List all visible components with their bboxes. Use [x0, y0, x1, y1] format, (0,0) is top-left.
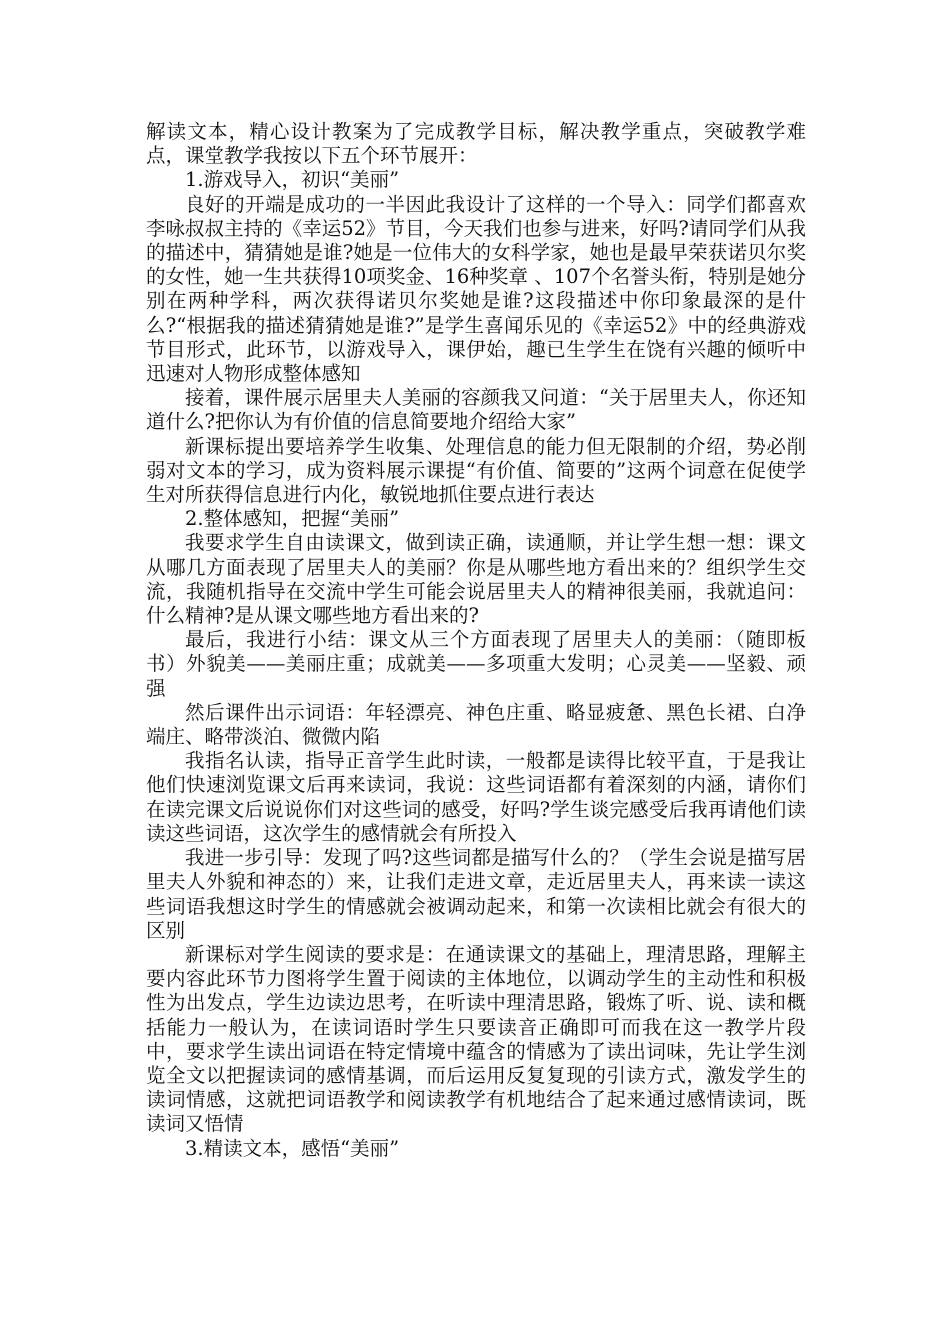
- paragraph: 然后课件出示词语：年轻漂亮、神色庄重、略显疲惫、黑色长裙、白净端庄、略带淡泊、微微内陷: [146, 700, 806, 749]
- section-heading-1: 1.游戏导入，初识“美丽”: [185, 168, 400, 192]
- paragraph: 良好的开端是成功的一半因此我设计了这样的一个导入：同学们都喜欢李咏叔叔主持的《幸运52》节目，今天我们也参与进来，好吗?请同学们从我的描述中，猜猜她是谁?她是一位伟大的女科学家，她也是最早荣获诺贝尔奖的女性，她一生共获得10项奖金、16种奖章 、107个名誉头衔，特别是她分别在两种学科，两次获得诺贝尔奖她是谁?这段描述中你印象最深的是什么?“根据我的描述猜猜她是谁?”是学生喜闻乐见的《幸运52》中的经典游戏节目形式，此环节，以游戏导入，课伊始，趣已生学生在饶有兴趣的倾听中迅速对人物形成整体感知: [146, 192, 806, 386]
- paragraph: 新课标对学生阅读的要求是：在通读课文的基础上，理清思路，理解主要内容此环节力图将学生置于阅读的主体地位，以调动学生的主动性和积极性为出发点，学生边读边思考，在听读中理清思路，锻炼了听、说、读和概括能力一般认为，在读词语时学生只要读音正确即可而我在这一教学片段中，要求学生读出词语在特定情境中蕴含的情感为了读出词味，先让学生浏览全文以把握读词的感情基调，而后运用反复复现的引读方式，激发学生的读词情感，这就把词语教学和阅读教学有机地结合了起来通过感情读词，既读词又悟情: [146, 942, 806, 1136]
- paragraph: 我进一步引导：发现了吗?这些词都是描写什么的？（学生会说是描写居里夫人外貌和神态的）来，让我们走进文章，走近居里夫人，再来读一读这些词语我想这时学生的情感就会被调动起来，和第一次读相比就会有很大的区别: [146, 846, 806, 942]
- document-page: [146, 120, 806, 1161]
- paragraph: 接着，课件展示居里夫人美丽的容颜我又问道：“关于居里夫人，你还知道什么?把你认为有价值的信息简要地介绍给大家”: [146, 386, 806, 434]
- paragraph: 我要求学生自由读课文，做到读正确，读通顺，并让学生想一想：课文从哪几方面表现了居里夫人的美丽？你是从哪些地方看出来的？组织学生交流，我随机指导在交流中学生可能会说居里夫人的精神很美丽，我就追问：什么精神?是从课文哪些地方看出来的?: [146, 531, 806, 628]
- paragraph-intro: 解读文本，精心设计教案为了完成教学目标，解决教学重点，突破教学难点，课堂教学我按以下五个环节展开：: [146, 120, 806, 168]
- paragraph: 我指名认读，指导正音学生此时读，一般都是读得比较平直，于是我让他们快速浏览课文后再来读词，我说：这些词语都有着深刻的内涵，请你们在读完课文后说说你们对这些词的感受，好吗?学生谈完感受后我再请他们读读这些词语，这次学生的感情就会有所投入: [146, 749, 806, 845]
- section-heading-3: 3.精读文本，感悟“美丽”: [185, 1136, 400, 1160]
- paragraph: 最后，我进行小结：课文从三个方面表现了居里夫人的美丽：（随即板书）外貌美——美丽庄重；成就美——多项重大发明；心灵美——坚毅、顽强: [146, 628, 806, 700]
- paragraph: 新课标提出要培养学生收集、处理信息的能力但无限制的介绍，势必削弱对文本的学习，成为资料展示课提“有价值、简要的”这两个词意在促使学生对所获得信息进行内化，敏锐地抓住要点进行表达: [146, 434, 806, 507]
- section-heading-2: 2.整体感知，把握“美丽”: [185, 507, 400, 531]
